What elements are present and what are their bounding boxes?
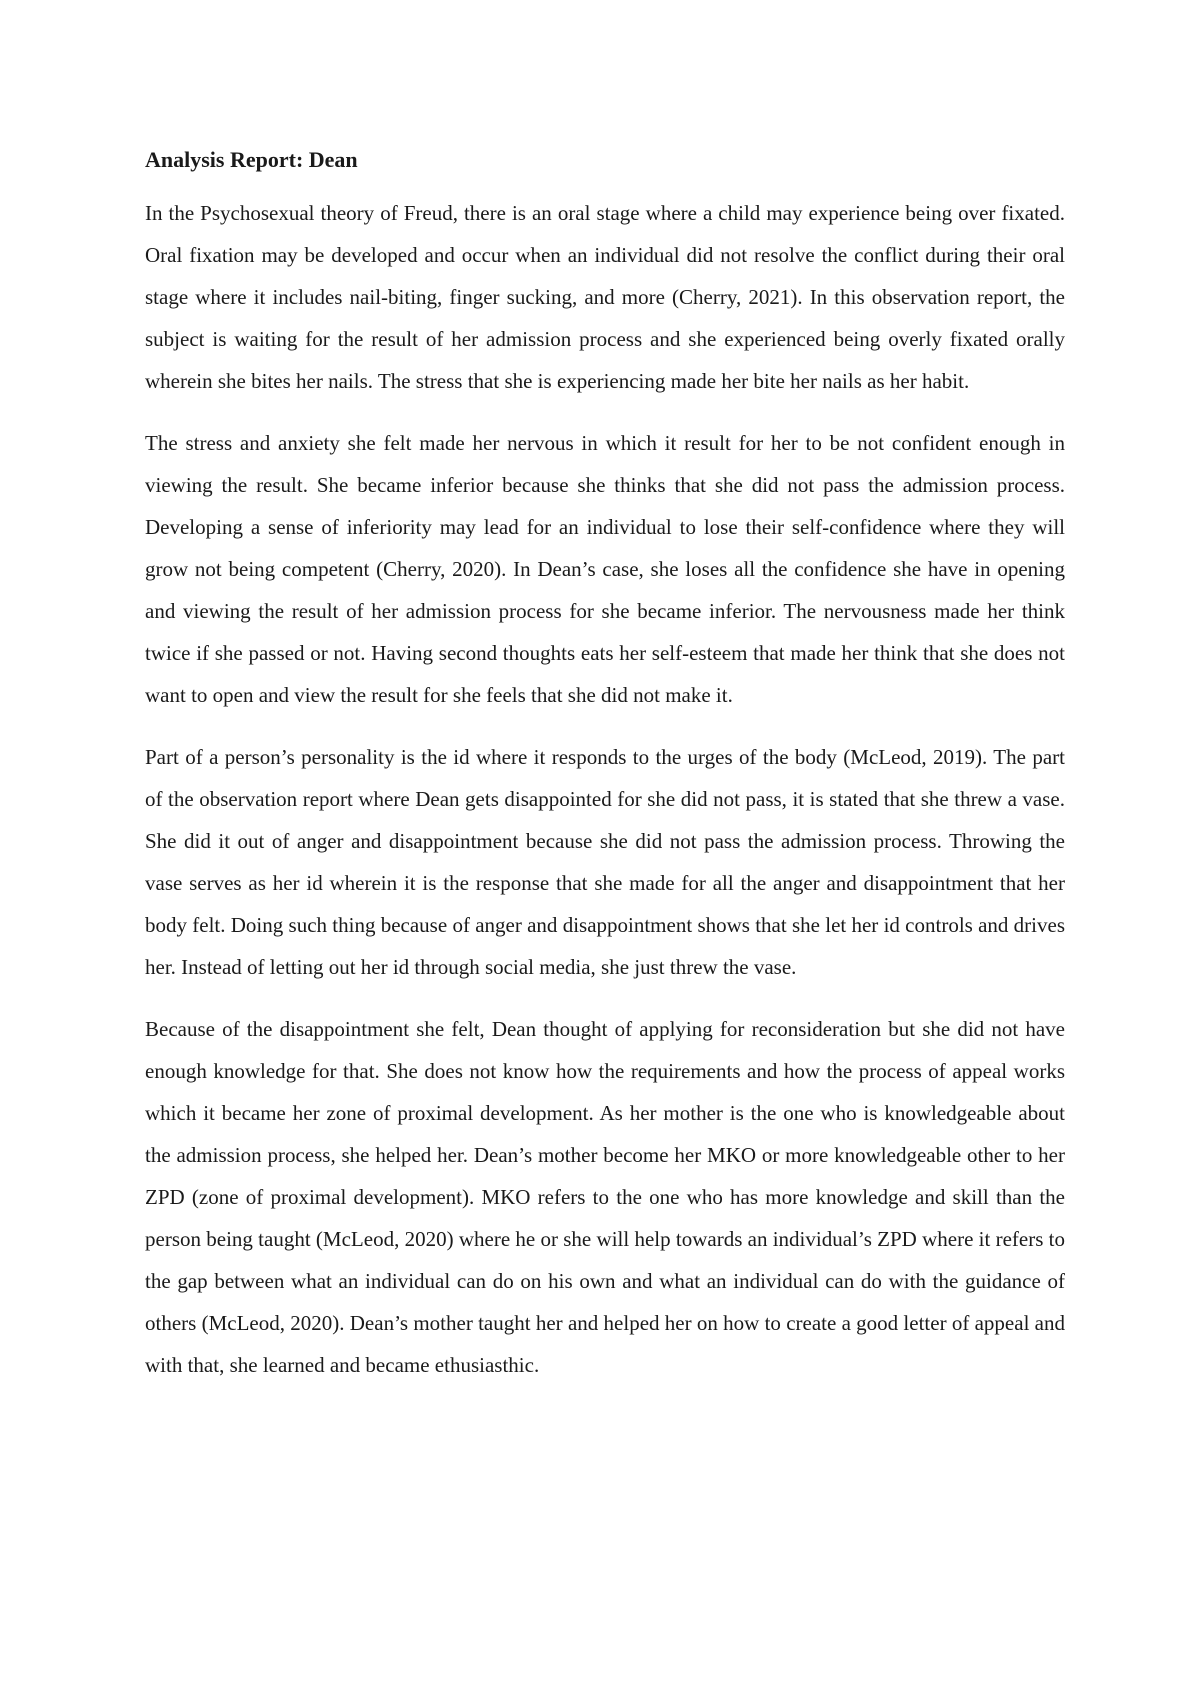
paragraph-id: Part of a person’s personality is the id where it responds to the urges of the body (McLeod, 2019). The part of the observation report where Dean gets disappointed for she did not pass, it is stated that she threw a vase. She did it out of anger and disappointment because she did not pass the admission process. Throwing the vase serves as her id wherein it is the response that she made for all the anger and disappointment that her body felt. Doing such thing because of anger and disappointment shows that she let her id controls and drives her. Instead of letting out her id through social media, she just threw the vase. [145,745,1065,979]
paragraph-inferiority: The stress and anxiety she felt made her nervous in which it result for her to be not confident enough in viewing the result. She became inferior because she thinks that she did not pass the admission process. Developing a sense of inferiority may lead for an individual to lose their self-confidence where they will grow not being competent (Cherry, 2020). In Dean’s case, she loses all the confidence she have in opening and viewing the result of her admission process for she became inferior. The nervousness made her think twice if she passed or not. Having second thoughts eats her self-esteem that made her think that she does not want to open and view the result for she feels that she did not make it. [145,431,1065,707]
document-body [145,142,1065,1406]
paragraph-zpd-mko: Because of the disappointment she felt, Dean thought of applying for reconsideration but she did not have enough knowledge for that. She does not know how the requirements and how the process of appeal works which it became her zone of proximal development. As her mother is the one who is knowledgeable about the admission process, she helped her. Dean’s mother become her MKO or more knowledgeable other to her ZPD (zone of proximal development). MKO refers to the one who has more knowledge and skill than the person being taught (McLeod, 2020) where he or she will help towards an individual’s ZPD where it refers to the gap between what an individual can do on his own and what an individual can do with the guidance of others (McLeod, 2020). Dean’s mother taught her and helped her on how to create a good letter of appeal and with that, she learned and became ethusiasthic. [145,1017,1065,1377]
paragraph-oral-fixation: In the Psychosexual theory of Freud, there is an oral stage where a child may experience being over fixated. Oral fixation may be developed and occur when an individual did not resolve the conflict during their oral stage where it includes nail-biting, finger sucking, and more (Cherry, 2021). In this observation report, the subject is waiting for the result of her admission process and she experienced being overly fixated orally wherein she bites her nails. The stress that she is experiencing made her bite her nails as her habit. [145,201,1065,393]
document-title: Analysis Report: Dean [145,147,358,172]
